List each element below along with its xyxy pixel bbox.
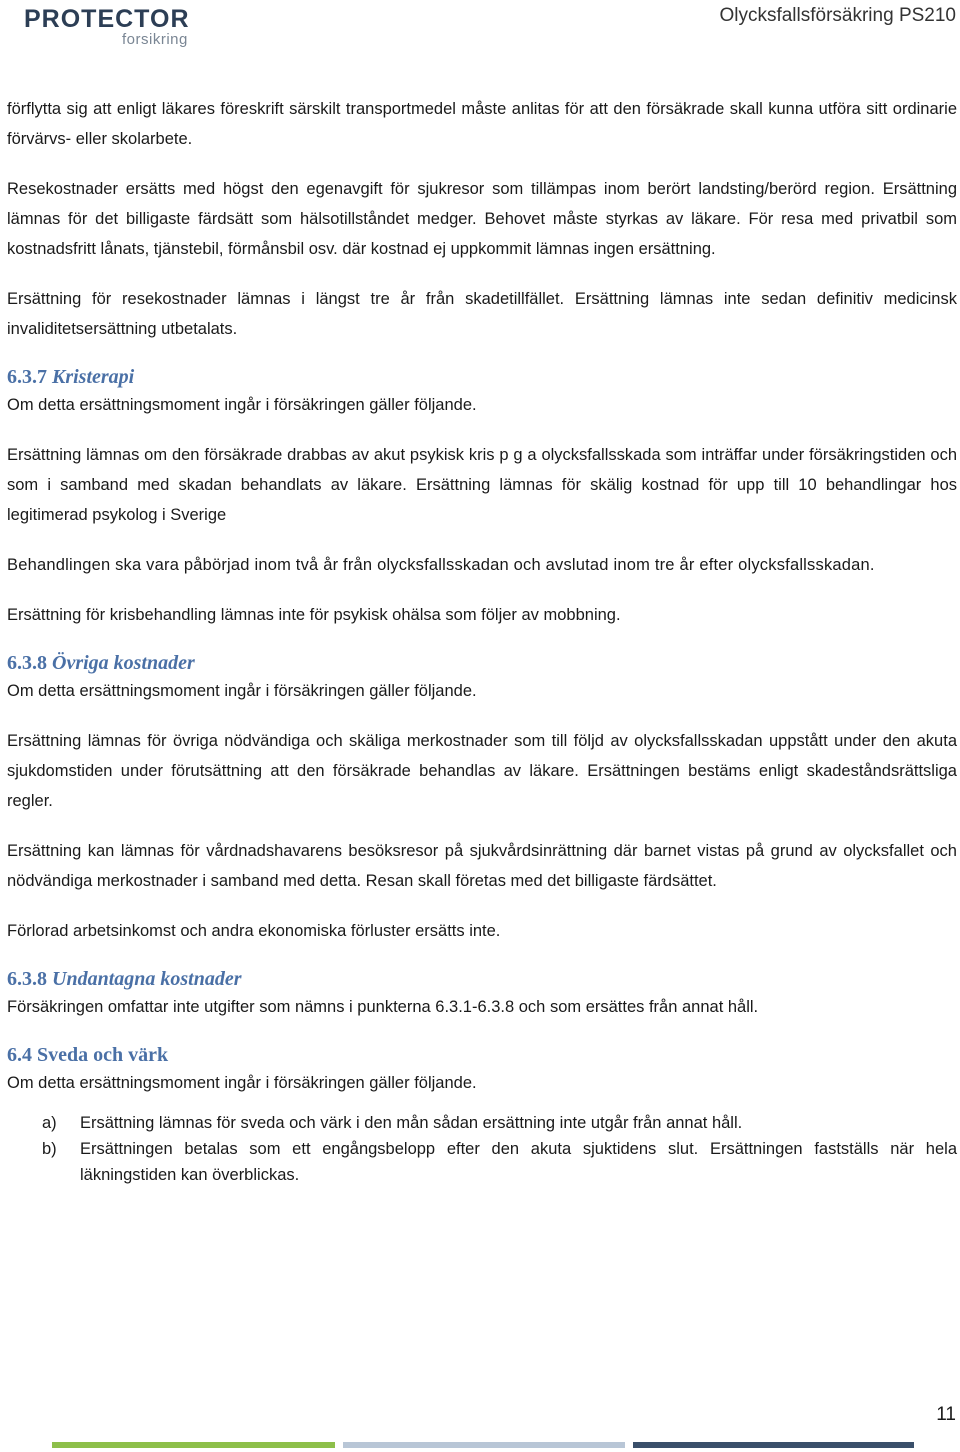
section-heading xyxy=(7,364,957,390)
paragraph-transport: förflytta sig att enligt läkares föreskrift särskilt transportmedel måste anlitas för att den försäkrade skall kunna utföra sitt ordinarie förvärvs- eller skolarbete. xyxy=(7,100,957,148)
section-body: Försäkringen omfattar inte utgifter som nämns i punkterna 6.3.1-6.3.8 och som ersättes från annat håll. xyxy=(7,998,759,1016)
section-title: Undantagna kostnader xyxy=(52,968,242,990)
section-title: Övriga kostnader xyxy=(52,652,195,674)
section-6-3-7 xyxy=(7,364,957,420)
paragraph-other-costs: Ersättning lämnas för övriga nödvändiga och skäliga merkostnader som till följd av olycksfallsskadan uppstått under den akuta sjukdomstiden under förutsättning att den försäkrade behandlas av läkare. Ersättningen bestäms enligt skadeståndsrättsliga regler. xyxy=(7,732,957,810)
paragraph-crisis-treatment: Behandlingen ska vara påbörjad inom två år från olycksfallsskadan och avslutad inom tre år efter olycksfallsskadan. xyxy=(7,556,875,574)
section-6-4 xyxy=(7,1042,957,1188)
paragraph-crisis-exclusion: Ersättning för krisbehandling lämnas inte för psykisk ohälsa som följer av mobbning. xyxy=(7,606,621,624)
pain-suffering-list xyxy=(7,1110,957,1188)
paragraph-crisis-compensation: Ersättning lämnas om den försäkrade drabbas av akut psykisk kris p g a olycksfallsskada som inträffar under försäkringstiden och som i samband med skadan behandlats av läkare. Ersättning lämnas för skälig kostnad för upp till 10 behandlingar hos legitimerad psykolog i Sverige xyxy=(7,446,957,524)
page-content xyxy=(7,94,957,1208)
paragraph-lost-income: Förlorad arbetsinkomst och andra ekonomiska förluster ersätts inte. xyxy=(7,922,501,940)
section-number: 6.3.7 xyxy=(7,366,47,388)
logo-wordmark: PROTECTOR xyxy=(24,5,190,33)
section-intro: Om detta ersättningsmoment ingår i försäkringen gäller följande. xyxy=(7,682,477,700)
logo-subtitle: forsikring xyxy=(122,31,188,48)
list-item xyxy=(7,1136,957,1188)
paragraph-travel-limit: Ersättning för resekostnader lämnas i längst tre år från skadetillfället. Ersättning lämnas inte sedan definitiv medicinsk invaliditetsersättning utbetalats. xyxy=(7,290,957,338)
section-heading xyxy=(7,966,957,992)
paragraph-travel-costs: Resekostnader ersätts med högst den egenavgift för sjukresor som tillämpas inom berört landsting/berörd region. Ersättning lämnas för det billigaste färdsätt som hälsotillståndet medger. Behovet måste styrkas av läkare. För resa med privatbil som kostnadsfritt lånats, tjänstebil, förmånsbil osv. där kostnad ej uppkommit lämnas ingen ersättning. xyxy=(7,180,957,258)
footer-bar-green xyxy=(52,1442,335,1448)
list-item xyxy=(7,1110,957,1136)
document-title: Olycksfallsförsäkring PS210 xyxy=(719,5,956,26)
section-intro: Om detta ersättningsmoment ingår i försäkringen gäller följande. xyxy=(7,396,477,414)
page-number: 11 xyxy=(936,1404,956,1425)
list-marker: a) xyxy=(42,1114,57,1132)
section-title: Kristerapi xyxy=(52,366,135,388)
section-number: 6.3.8 xyxy=(7,652,47,674)
section-6-3-8-excluded-costs xyxy=(7,966,957,1022)
list-item-text: Ersättningen betalas som ett engångsbelopp efter den akuta sjuktidens slut. Ersättningen fastställs när hela läkningstiden kan överblickas. xyxy=(80,1140,957,1184)
section-6-3-8-other-costs xyxy=(7,650,957,706)
section-number: 6.4 xyxy=(7,1044,32,1066)
protector-logo xyxy=(24,6,204,48)
section-heading xyxy=(7,1042,957,1068)
footer-bar-dark xyxy=(633,1442,914,1448)
footer-decoration xyxy=(52,1442,914,1448)
section-intro: Om detta ersättningsmoment ingår i försäkringen gäller följande. xyxy=(7,1074,477,1092)
section-number: 6.3.8 xyxy=(7,968,47,990)
footer-bar-light xyxy=(343,1442,625,1448)
paragraph-guardian-visits: Ersättning kan lämnas för vårdnadshavarens besöksresor på sjukvårdsinrättning där barnet vistas på grund av olycksfallet och nödvändiga merkostnader i samband med detta. Resan skall företas med det billigaste färdsättet. xyxy=(7,842,957,890)
section-heading xyxy=(7,650,957,676)
list-item-text: Ersättning lämnas för sveda och värk i den mån sådan ersättning inte utgår från annat håll. xyxy=(80,1114,743,1132)
section-title: Sveda och värk xyxy=(37,1044,169,1066)
list-marker: b) xyxy=(42,1140,57,1158)
